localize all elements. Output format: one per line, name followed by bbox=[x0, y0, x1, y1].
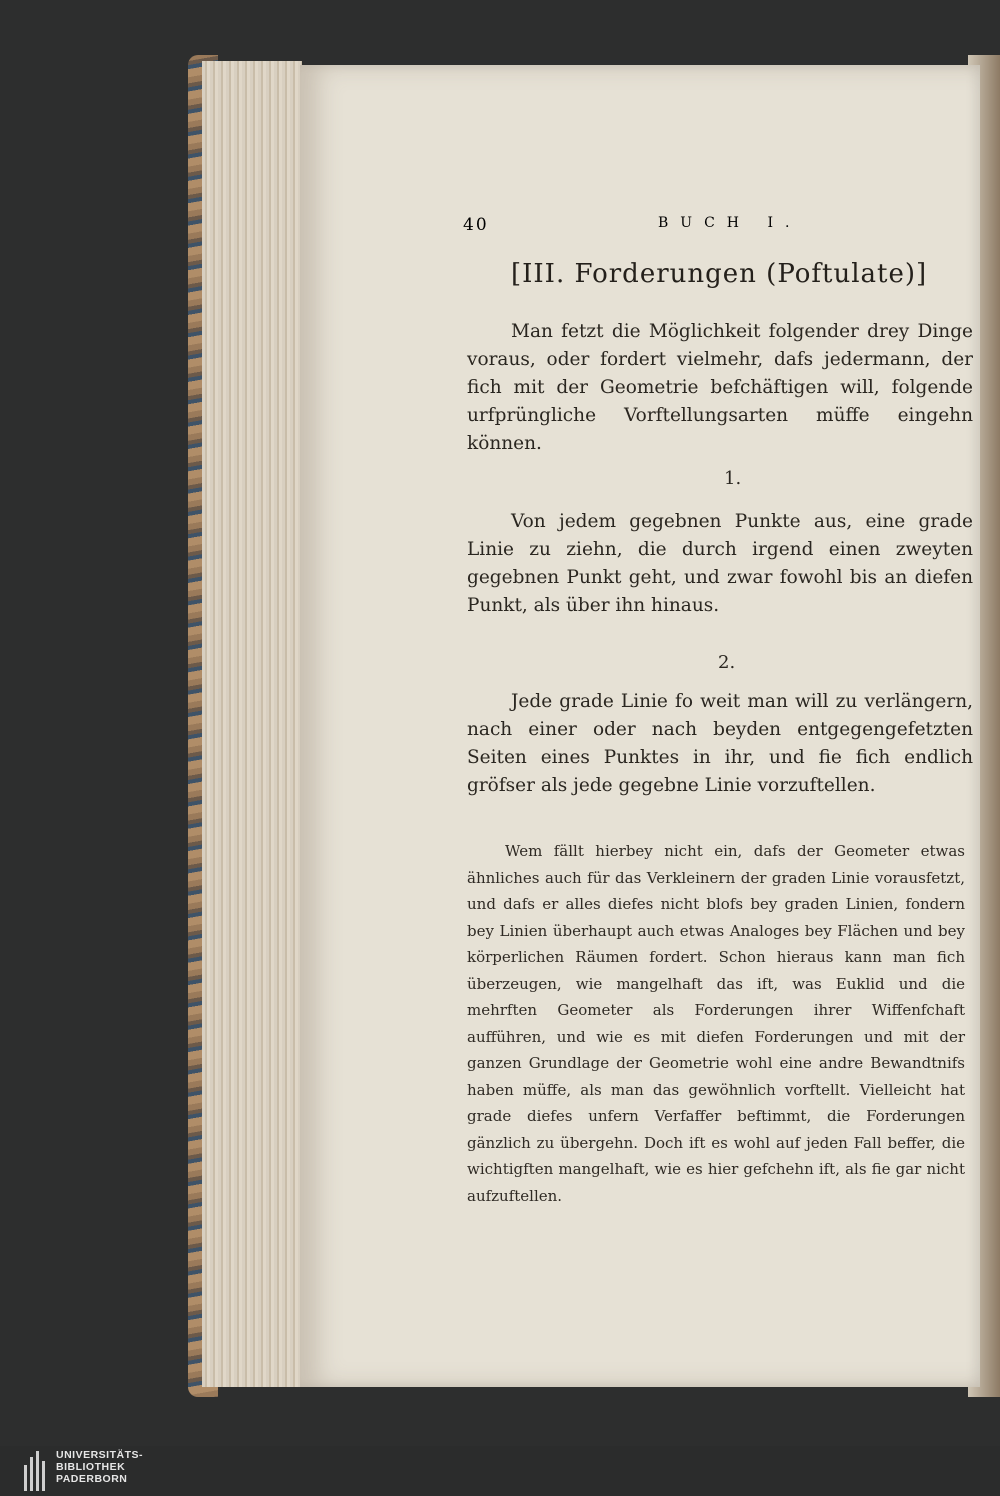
intro-text: Man fetzt die Möglichkeit folgender drey Dinge voraus, oder fordert vielmehr, dafs jedermann, der fich mit der Geometrie befchäftigen will, folgende urfprüngliche Vorftellungsarten müffe eingehn können. bbox=[467, 321, 973, 454]
note-text: Wem fällt hierbey nicht ein, dafs der Geometer etwas ähnliches auch für das Verkleinern der graden Linie vorausfetzt, und dafs er alles diefes nicht blofs bey graden Linien, fondern bey Linien überhaupt auch etwas Analoges bey Flächen und bey körperlichen Räumen fordert. Schon hieraus kann man fich überzeugen, wie mangelhaft das ift, was Euklid und die mehrften Geometer als Forderungen ihrer Wiffenfchaft aufführen, und wie es mit diefen Forderungen und mit der ganzen Grundlage der Geometrie wohl eine andre Bewandtnifs haben müffe, als man das gewöhnlich vorftellt. Vielleicht hat grade diefes unfern Verfaffer beftimmt, die Forderungen gänzlich zu übergehn. Doch ift es wohl auf jeden Fall beffer, die wichtigften mangelhaft, wie es hier gefchehn ift, als fie gar nicht aufzuftellen. bbox=[467, 842, 965, 1205]
commentary-note bbox=[467, 838, 965, 1209]
item-2-number: 2. bbox=[718, 652, 736, 673]
running-head: BUCH I. bbox=[658, 215, 802, 231]
item-2-text: Jede grade Linie fo weit man will zu verlängern, nach einer oder nach beyden entgegengefetzten Seiten eines Punktes in ihr, und fie fich endlich gröfser als jede gegebne Linie vorzuftellen. bbox=[467, 691, 973, 796]
library-name-line2: BIBLIOTHEK bbox=[56, 1461, 126, 1473]
item-1-paragraph bbox=[467, 508, 973, 620]
intro-paragraph bbox=[467, 318, 973, 458]
section-title: [III. Forderungen (Poftulate)] bbox=[511, 259, 928, 289]
page-stack bbox=[202, 61, 302, 1387]
item-1-text: Von jedem gegebnen Punkte aus, eine grade Linie zu ziehn, die durch irgend einen zweyten gegebnen Punkt geht, und zwar fowohl bis an diefen Punkt, als über ihn hinaus. bbox=[467, 511, 973, 616]
library-name-line1: UNIVERSITÄTS- bbox=[56, 1449, 144, 1461]
library-name-line3: PADERBORN bbox=[56, 1473, 128, 1485]
library-logo-icon bbox=[24, 1451, 48, 1491]
library-name bbox=[56, 1449, 143, 1485]
page-number: 40 bbox=[463, 215, 489, 235]
item-2-paragraph bbox=[467, 688, 973, 800]
item-1-number: 1. bbox=[724, 468, 742, 489]
library-footer bbox=[0, 1446, 1000, 1496]
